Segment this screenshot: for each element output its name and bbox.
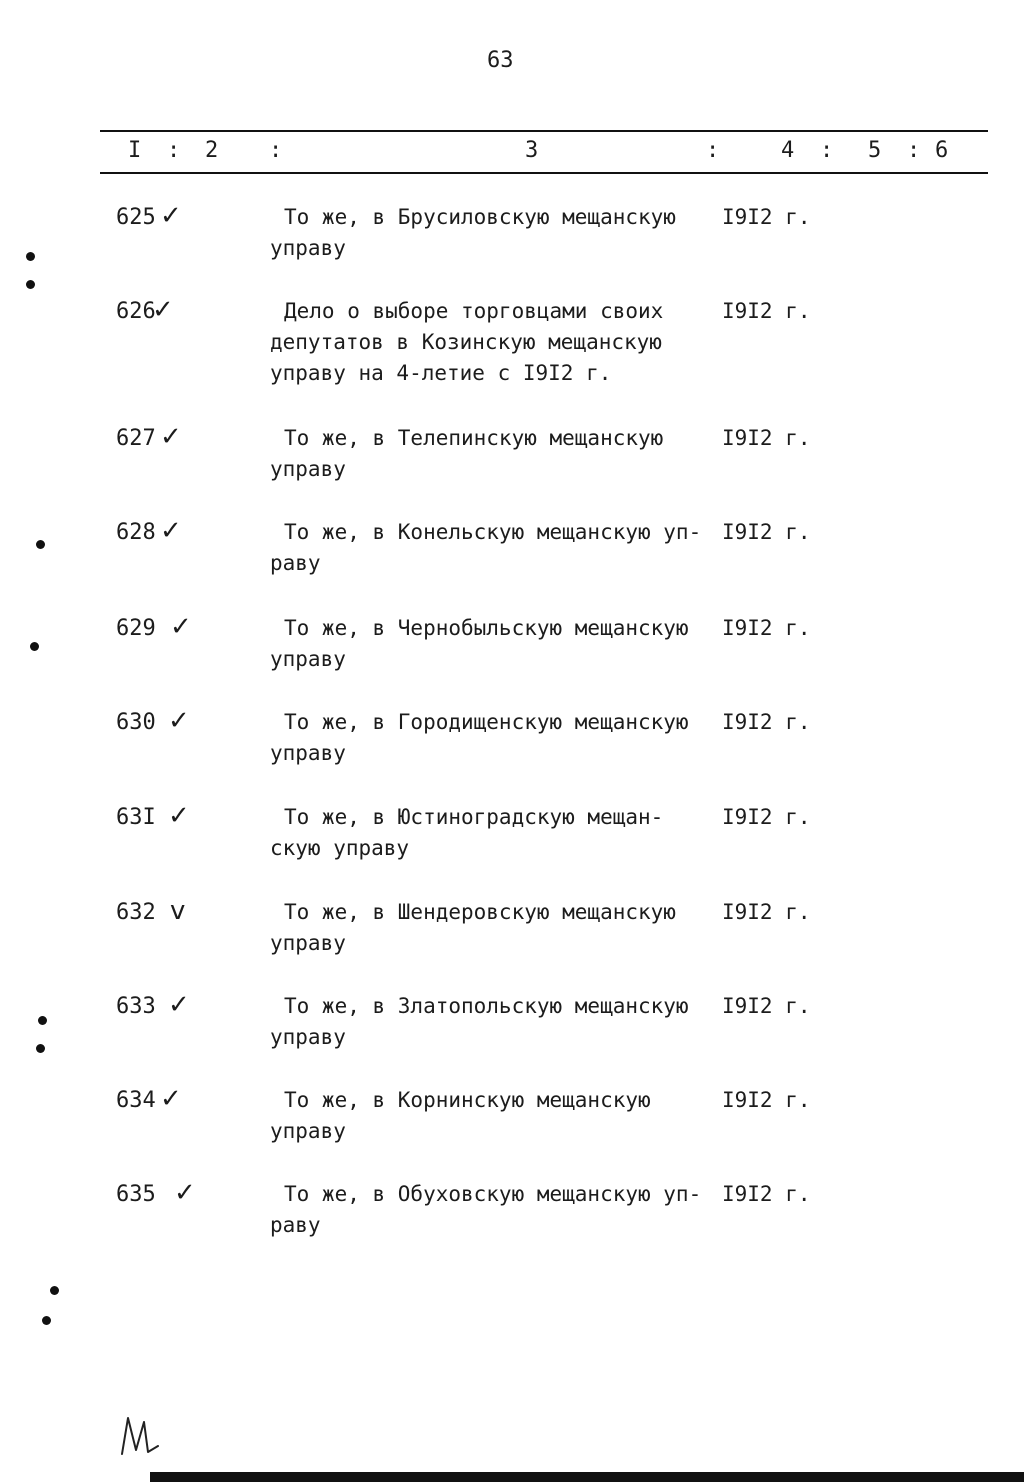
table-row	[0, 990, 1024, 1074]
row-description-line: То же, в Конельскую мещанскую уп-	[284, 520, 702, 544]
row-description-line: управу	[270, 1119, 346, 1143]
row-description-line: То же, в Корнинскую мещанскую	[284, 1088, 651, 1112]
row-description-line: То же, в Телепинскую мещанскую	[284, 426, 664, 450]
row-number: 63I	[116, 805, 156, 830]
row-number: 630	[116, 710, 156, 735]
check-mark-icon: v	[170, 896, 186, 926]
page-number: 63	[487, 48, 514, 73]
row-year: I9I2 г.	[722, 205, 811, 229]
table-row	[0, 1084, 1024, 1168]
row-number: 633	[116, 994, 156, 1019]
row-description-line: То же, в Шендеровскую мещанскую	[284, 900, 676, 924]
header-sep-1: :	[167, 138, 181, 163]
check-mark-icon: ✓	[160, 1084, 182, 1114]
check-mark-icon: ✓	[174, 1178, 196, 1208]
table-row	[0, 896, 1024, 980]
row-year: I9I2 г.	[722, 616, 811, 640]
row-description-line: То же, в Брусиловскую мещанскую	[284, 205, 676, 229]
row-year: I9I2 г.	[722, 520, 811, 544]
row-year: I9I2 г.	[722, 900, 811, 924]
binder-hole-mark	[50, 1286, 59, 1295]
table-row	[0, 706, 1024, 790]
row-number: 634	[116, 1088, 156, 1113]
binder-hole-mark	[38, 1016, 47, 1025]
table-row	[0, 612, 1024, 696]
row-description-line: То же, в Юстиноградскую мещан-	[284, 805, 664, 829]
row-year: I9I2 г.	[722, 426, 811, 450]
row-number: 628	[116, 520, 156, 545]
header-sep-3: :	[706, 138, 720, 163]
row-description-line: То же, в Златопольскую мещанскую	[284, 994, 689, 1018]
row-description-line: управу на 4-летие с I9I2 г.	[270, 361, 612, 385]
binder-hole-mark	[42, 1316, 51, 1325]
row-description-line: управу	[270, 647, 346, 671]
header-rule-bottom	[100, 172, 988, 174]
row-number: 632	[116, 900, 156, 925]
row-year: I9I2 г.	[722, 805, 811, 829]
table-row	[0, 1178, 1024, 1262]
table-row	[0, 295, 1024, 385]
header-sep-5: :	[907, 138, 921, 163]
header-col-6: 6	[935, 138, 949, 163]
row-year: I9I2 г.	[722, 994, 811, 1018]
binder-hole-mark	[26, 280, 35, 289]
row-number: 629	[116, 616, 156, 641]
row-year: I9I2 г.	[722, 1088, 811, 1112]
header-col-2: 2	[205, 138, 219, 163]
row-year: I9I2 г.	[722, 299, 811, 323]
row-number: 625	[116, 205, 156, 230]
row-description-line: управу	[270, 1025, 346, 1049]
row-description-line: То же, в Чернобыльскую мещанскую	[284, 616, 689, 640]
row-year: I9I2 г.	[722, 1182, 811, 1206]
check-mark-icon: ✓	[170, 612, 192, 642]
row-description-line: управу	[270, 236, 346, 260]
header-col-3: 3	[525, 138, 539, 163]
check-mark-icon: ✓	[152, 295, 174, 325]
check-mark-icon: ✓	[168, 801, 190, 831]
row-description-line: управу	[270, 457, 346, 481]
table-row	[0, 801, 1024, 885]
check-mark-icon: ✓	[168, 990, 190, 1020]
row-description-line: управу	[270, 931, 346, 955]
header-col-5: 5	[868, 138, 882, 163]
check-mark-icon: ✓	[168, 706, 190, 736]
header-sep-4: :	[820, 138, 834, 163]
row-number: 635	[116, 1182, 156, 1207]
header-sep-2: :	[269, 138, 283, 163]
row-year: I9I2 г.	[722, 710, 811, 734]
row-description-line: Дело о выборе торговцами своих	[284, 299, 664, 323]
header-col-1: I	[128, 138, 142, 163]
binder-hole-mark	[36, 540, 45, 549]
check-mark-icon: ✓	[160, 422, 182, 452]
table-row	[0, 422, 1024, 506]
row-description-line: раву	[270, 1213, 321, 1237]
check-mark-icon: ✓	[160, 516, 182, 546]
scan-edge-bar	[150, 1472, 1024, 1482]
row-description-line: То же, в Обуховскую мещанскую уп-	[284, 1182, 702, 1206]
binder-hole-mark	[26, 252, 35, 261]
row-number: 626	[116, 299, 156, 324]
row-description-line: скую управу	[270, 836, 410, 860]
header-rule-top	[100, 130, 988, 132]
row-description-line: управу	[270, 741, 346, 765]
row-number: 627	[116, 426, 156, 451]
binder-hole-mark	[36, 1044, 45, 1053]
binder-hole-mark	[30, 642, 39, 651]
row-description-line: депутатов в Козинскую мещанскую	[270, 330, 662, 354]
row-description-line: То же, в Городищенскую мещанскую	[284, 710, 689, 734]
row-description-line: раву	[270, 551, 321, 575]
header-col-4: 4	[781, 138, 795, 163]
table-row	[0, 201, 1024, 285]
handwritten-signature-icon	[118, 1412, 162, 1460]
check-mark-icon: ✓	[160, 201, 182, 231]
table-row	[0, 516, 1024, 600]
